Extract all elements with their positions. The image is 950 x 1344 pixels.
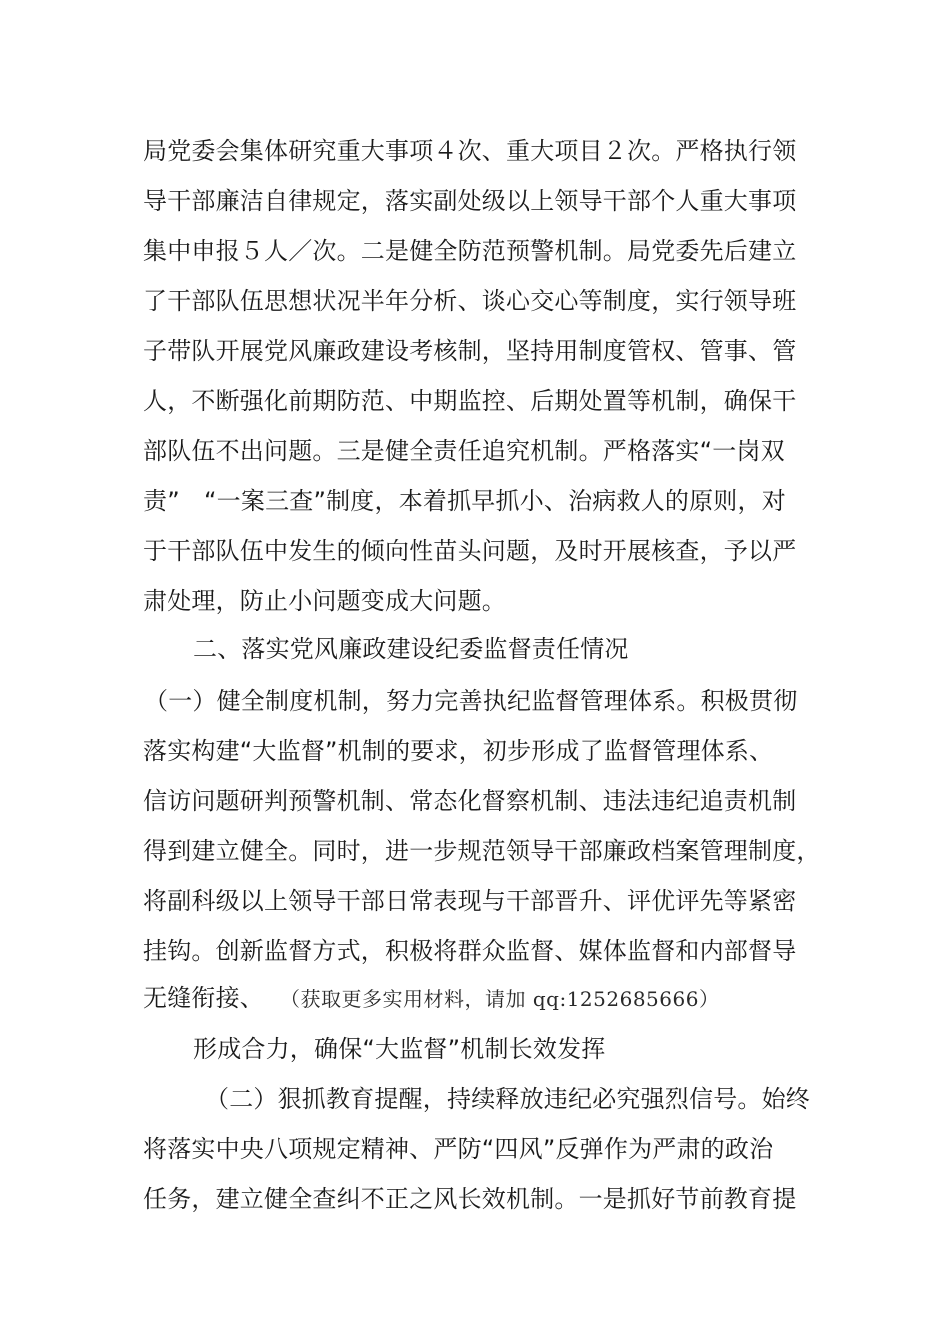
body-line-19: 形成合力，确保“大监督”机制长效发挥	[193, 1035, 606, 1063]
body-line-20: （二）狠抓教育提醒，持续释放违纪必究强烈信号。始终	[205, 1085, 810, 1113]
body-line-5: 子带队开展党风廉政建设考核制，坚持用制度管权、管事、管	[143, 337, 797, 365]
body-line-21: 将落实中央八项规定精神、严防“四风”反弹作为严肃的政治	[143, 1135, 774, 1163]
body-line-1: 局党委会集体研究重大事项４次、重大项目２次。严格执行领	[143, 137, 797, 165]
body-line-2: 导干部廉洁自律规定，落实副处级以上领导干部个人重大事项	[143, 187, 797, 215]
body-line-8: 责” “一案三查”制度，本着抓早抓小、治病救人的原则，对	[143, 487, 786, 515]
body-line-9: 于干部队伍中发生的倾向性苗头问题，及时开展核查，予以严	[143, 537, 797, 565]
body-line-3: 集中申报５人／次。二是健全防范预警机制。局党委先后建立	[143, 237, 797, 265]
body-line-6: 人，不断强化前期防范、中期监控、后期处置等机制，确保干	[143, 387, 797, 415]
body-line-18-text: 无缝衔接、	[143, 984, 264, 1012]
section-heading: 二、落实党风廉政建设纪委监督责任情况	[193, 635, 629, 663]
body-line-16: 将副科级以上领导干部日常表现与干部晋升、评优评先等紧密	[143, 887, 797, 915]
body-line-14: 信访问题研判预警机制、常态化督察机制、违法违纪追责机制	[143, 787, 797, 815]
body-line-13: 落实构建“大监督”机制的要求，初步形成了监督管理体系、	[143, 737, 774, 765]
body-line-10: 肃处理，防止小问题变成大问题。	[143, 587, 506, 615]
body-line-4: 了干部队伍思想状况半年分析、谈心交心等制度，实行领导班	[143, 287, 797, 315]
body-line-22: 任务，建立健全查纠不正之风长效机制。一是抓好节前教育提	[143, 1185, 797, 1213]
body-line-15: 得到建立健全。同时，进一步规范领导干部廉政档案管理制度，	[143, 837, 821, 865]
body-line-18	[143, 983, 719, 1014]
body-line-7: 部队伍不出问题。三是健全责任追究机制。严格落实“一岗双	[143, 437, 785, 465]
body-line-12: （一）健全制度机制，努力完善执纪监督管理体系。积极贯彻	[144, 687, 798, 715]
inline-note: （获取更多实用材料，请加 qq:1252685666）	[290, 987, 720, 1011]
body-line-17: 挂钩。创新监督方式，积极将群众监督、媒体监督和内部督导	[143, 937, 797, 965]
